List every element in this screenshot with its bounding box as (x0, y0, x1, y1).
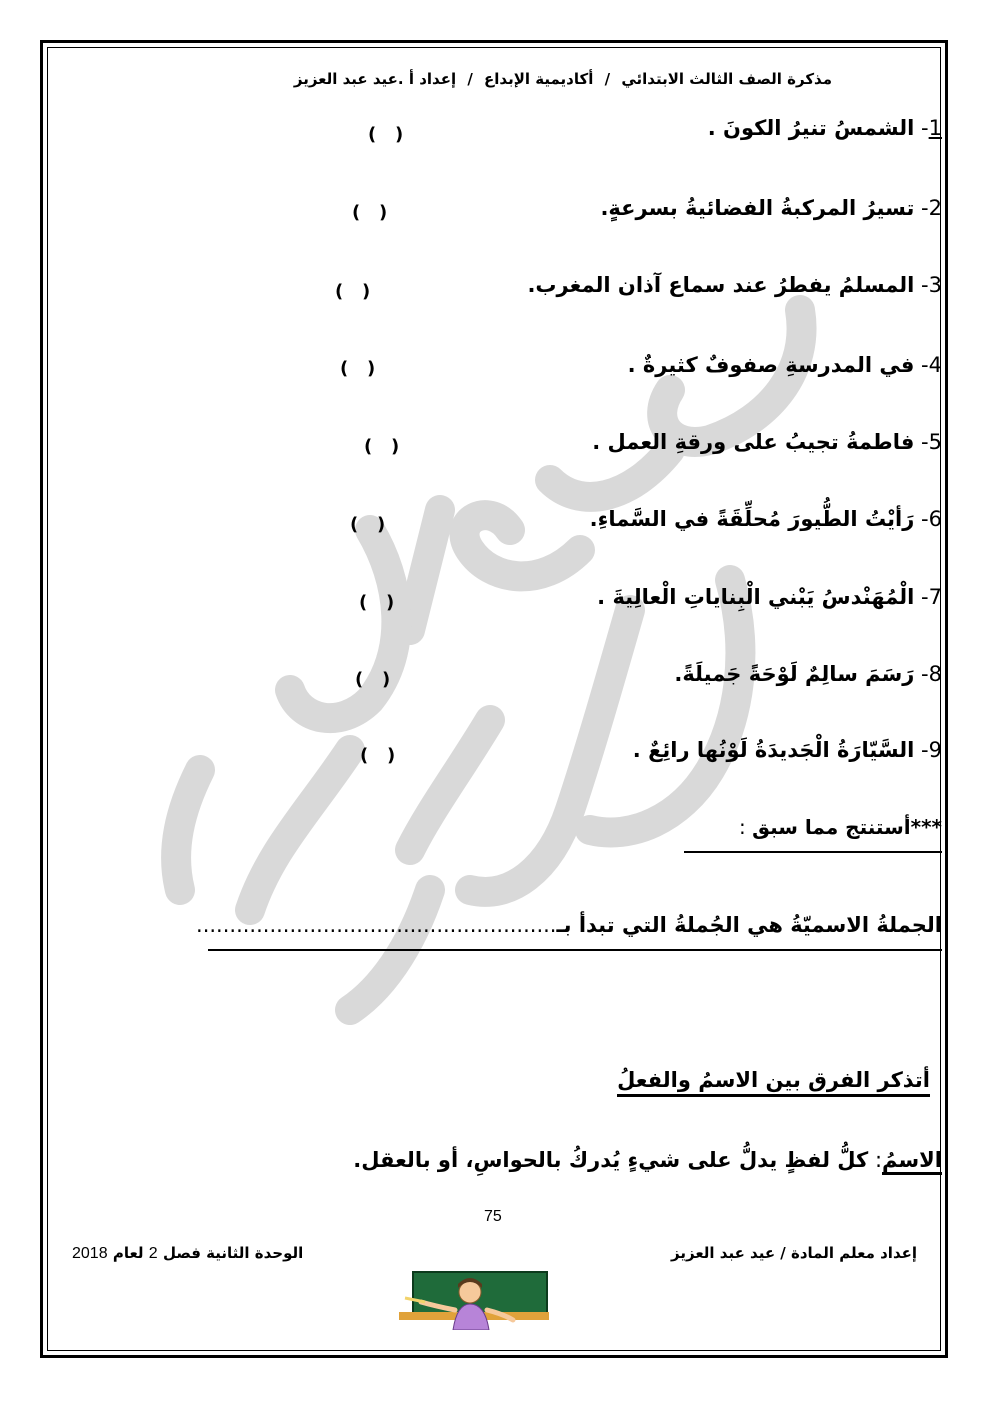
question-end: . (589, 507, 598, 531)
question-end: . (632, 738, 649, 762)
footer-unit-text: الوحدة الثانية فصل (162, 1244, 304, 1262)
answer-box-1[interactable]: ( ) (368, 124, 404, 145)
footer-author: إعداد معلم المادة / عيد عبد العزيز (671, 1244, 917, 1262)
question-number: 4 (928, 353, 942, 377)
question-number: 3 (928, 273, 942, 297)
question-end: . (592, 430, 608, 454)
conclude-heading (684, 815, 942, 853)
question-dash: - (914, 353, 929, 377)
question-end: . (597, 585, 613, 609)
header-academy: أكاديمية الإبداع (484, 70, 594, 88)
question-8 (674, 662, 942, 686)
ism-definition (353, 1148, 942, 1172)
question-number: 9 (928, 738, 942, 762)
question-text: رَسَمَ سالِمٌ لَوْحَةً جَميلَةً (682, 662, 915, 686)
question-end: . (707, 116, 724, 140)
conclude-stars: *** (910, 815, 942, 839)
ism-label: الاسمُ (882, 1148, 942, 1175)
question-number: 1 (928, 116, 942, 140)
question-end: . (674, 662, 683, 686)
question-number: 6 (928, 507, 942, 531)
page-number: 75 (484, 1208, 502, 1225)
question-dash: - (914, 116, 929, 140)
question-dash: - (914, 430, 929, 454)
question-2 (600, 196, 942, 220)
question-dash: - (914, 273, 929, 297)
question-number: 2 (928, 196, 942, 220)
footer-term-number: 2 (148, 1245, 158, 1262)
question-number: 7 (928, 585, 942, 609)
question-text: المسلمُ يفطرُ عند سماع آذان المغرب (535, 273, 915, 297)
question-text: الشمسُ تنيرُ الكونَ (723, 116, 915, 140)
question-text: الْمُهَنْدسُ يَبْني الْبِناياتِ الْعالِيةَ (612, 585, 915, 609)
footer-unit (72, 1244, 303, 1263)
page-header (288, 70, 832, 88)
teacher-illustration (395, 1270, 553, 1330)
question-dash: - (914, 507, 929, 531)
answer-box-6[interactable]: ( ) (350, 514, 386, 535)
question-text: رَأيْتُ الطُّيورَ مُحلِّقَةً في السَّماءِ (597, 507, 915, 531)
answer-box-7[interactable]: ( ) (359, 592, 395, 613)
question-dash: - (914, 738, 929, 762)
nominal-sentence-line[interactable] (196, 913, 942, 951)
question-6 (590, 507, 942, 531)
footer-year: 2018 (72, 1245, 108, 1262)
question-4 (628, 353, 942, 377)
answer-box-2[interactable]: ( ) (352, 202, 388, 223)
question-end: . (600, 196, 609, 220)
question-text: السَّيّارَةُ الْجَديدَةُ لَوْنُها رائِعٌ (648, 738, 915, 762)
question-end: . (627, 353, 643, 377)
question-dash: - (914, 585, 929, 609)
answer-box-5[interactable]: ( ) (364, 436, 400, 457)
question-1 (708, 116, 942, 140)
ism-text: كلُّ لفظٍ يدلُّ على شيءٍ يُدركُ بالحواسِ، أو بالعقل (361, 1148, 869, 1172)
header-separator: / (467, 70, 473, 88)
header-author: إعداد أ .عيد عبد العزيز (293, 70, 457, 88)
conclude-colon: : (738, 815, 753, 839)
conclude-text: أستنتج مما سبق (752, 815, 911, 839)
nominal-sentence-text: الجملةُ الاسميّةُ هي الجُملةُ التي تبدأ بـ (556, 913, 942, 937)
question-3 (527, 273, 942, 297)
ism-end: . (353, 1148, 362, 1172)
question-text: في المدرسةِ صفوفٌ كثيرةٌ (642, 353, 915, 377)
remember-heading: أتذكر الفرق بين الاسمُ والفعلُ (617, 1068, 930, 1097)
question-number: 8 (928, 662, 942, 686)
answer-box-8[interactable]: ( ) (355, 669, 391, 690)
question-text: فاطمةُ تجيبُ على ورقةِ العمل (607, 430, 915, 454)
question-dash: - (914, 196, 929, 220)
answer-box-9[interactable]: ( ) (360, 745, 396, 766)
question-end: . (527, 273, 536, 297)
footer-year-label: لعام (112, 1244, 144, 1262)
fill-in-blank[interactable]: ...................................................... (196, 913, 557, 937)
question-dash: - (914, 662, 929, 686)
question-5 (592, 430, 942, 454)
answer-box-3[interactable]: ( ) (335, 281, 371, 302)
ism-colon: : (868, 1148, 883, 1172)
answer-box-4[interactable]: ( ) (340, 358, 376, 379)
header-separator: / (604, 70, 611, 88)
question-number: 5 (928, 430, 942, 454)
header-title: مذكرة الصف الثالث الابتدائي (621, 70, 832, 88)
question-9 (633, 738, 942, 762)
question-7 (597, 585, 942, 609)
question-text: تسيرُ المركبةُ الفضائيةُ بسرعةٍ (608, 196, 915, 220)
